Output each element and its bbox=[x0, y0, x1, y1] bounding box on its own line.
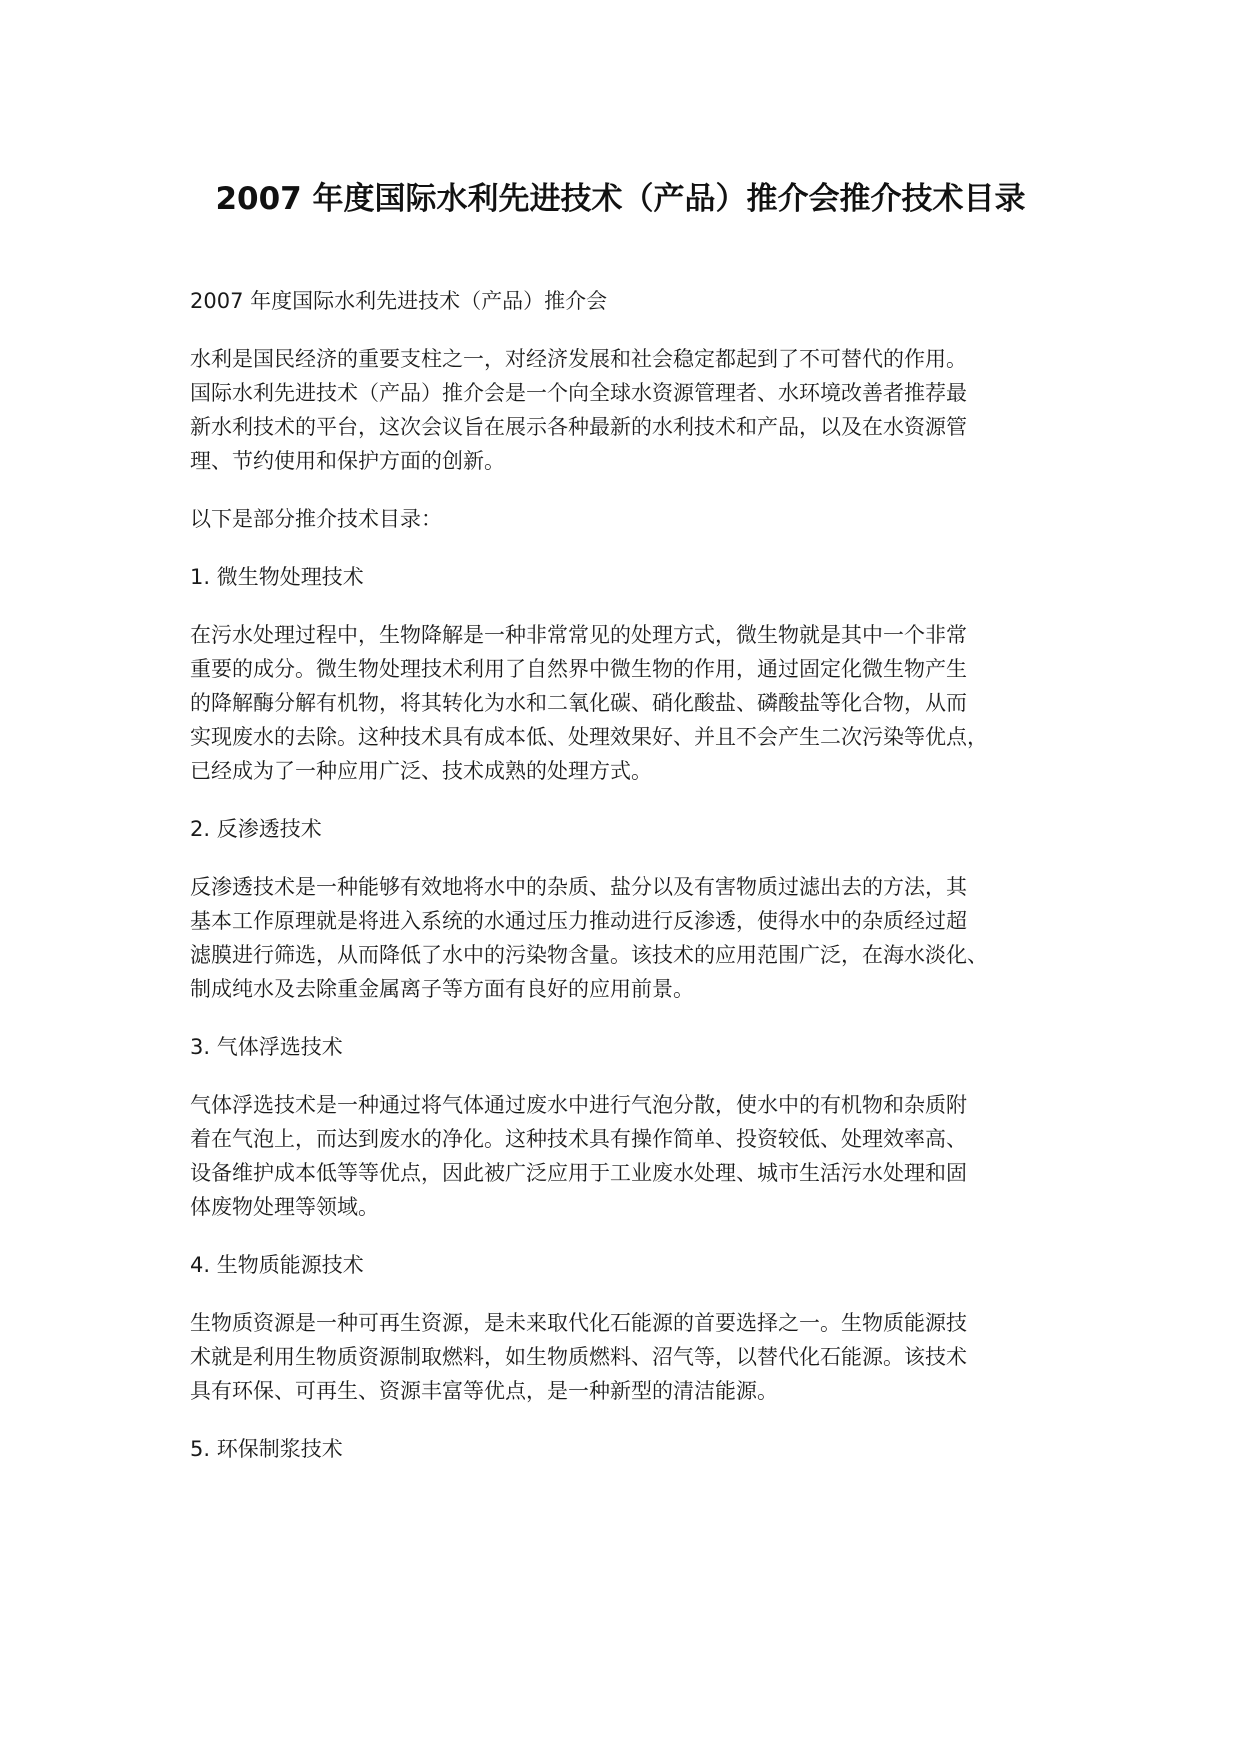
section-body-gas-flotation: 气体浮选技术是一种通过将气体通过废水中进行气泡分散，使水中的有机物和杂质附 着在气泡上，而达到废水的净化。这种技术具有操作简单、投资较低、处理效率高、 设备维护成本低等等优点，因此被广泛应用于工业废水处理、城市生活污水处理和固 体废物处理等领域。 bbox=[190, 1093, 967, 1219]
section-body-microbial: 在污水处理过程中，生物降解是一种非常常见的处理方式，微生物就是其中一个非常 重要的成分。微生物处理技术利用了自然界中微生物的作用，通过固定化微生物产生 的降解酶分解有机物，将其转化为水和二氧化碳、硝化酸盐、磷酸盐等化合物，从而 实现废水的去除。这种技术具有成本低、处理效果好、并且不会产生二次污染等优点， 已经成为了一种应用广泛、技术成熟的处理方式。 bbox=[190, 623, 988, 783]
section-heading-microbial: 1. 微生物处理技术 bbox=[190, 565, 364, 589]
section-body-biomass-energy: 生物质资源是一种可再生资源，是未来取代化石能源的首要选择之一。生物质能源技 术就是利用生物质资源制取燃料，如生物质燃料、沼气等，以替代化石能源。该技术 具有环保、可再生、资源丰富等优点，是一种新型的清洁能源。 bbox=[190, 1311, 967, 1403]
section-body-reverse-osmosis: 反渗透技术是一种能够有效地将水中的杂质、盐分以及有害物质过滤出去的方法，其 基本工作原理就是将进入系统的水通过压力推动进行反渗透，使得水中的杂质经过超 滤膜进行筛选，从而降低了水中的污染物含量。该技术的应用范围广泛，在海水淡化、 制成纯水及去除重金属离子等方面有良好的应用前景。 bbox=[190, 875, 988, 1001]
document-body bbox=[190, 284, 1080, 1490]
section-heading-eco-pulping: 5. 环保制浆技术 bbox=[190, 1437, 343, 1461]
section-heading-reverse-osmosis: 2. 反渗透技术 bbox=[190, 817, 322, 841]
document-title: 2007 年度国际水利先进技术（产品）推介会推介技术目录 bbox=[215, 181, 1026, 217]
list-intro: 以下是部分推介技术目录： bbox=[190, 507, 442, 531]
document-subtitle: 2007 年度国际水利先进技术（产品）推介会 bbox=[190, 289, 608, 313]
section-heading-biomass-energy: 4. 生物质能源技术 bbox=[190, 1253, 364, 1277]
section-heading-gas-flotation: 3. 气体浮选技术 bbox=[190, 1035, 343, 1059]
intro-paragraph: 水利是国民经济的重要支柱之一，对经济发展和社会稳定都起到了不可替代的作用。 国际水利先进技术（产品）推介会是一个向全球水资源管理者、水环境改善者推荐最 新水利技术的平台，这次会议旨在展示各种最新的水利技术和产品，以及在水资源管 理、节约使用和保护方面的创新。 bbox=[190, 347, 967, 473]
